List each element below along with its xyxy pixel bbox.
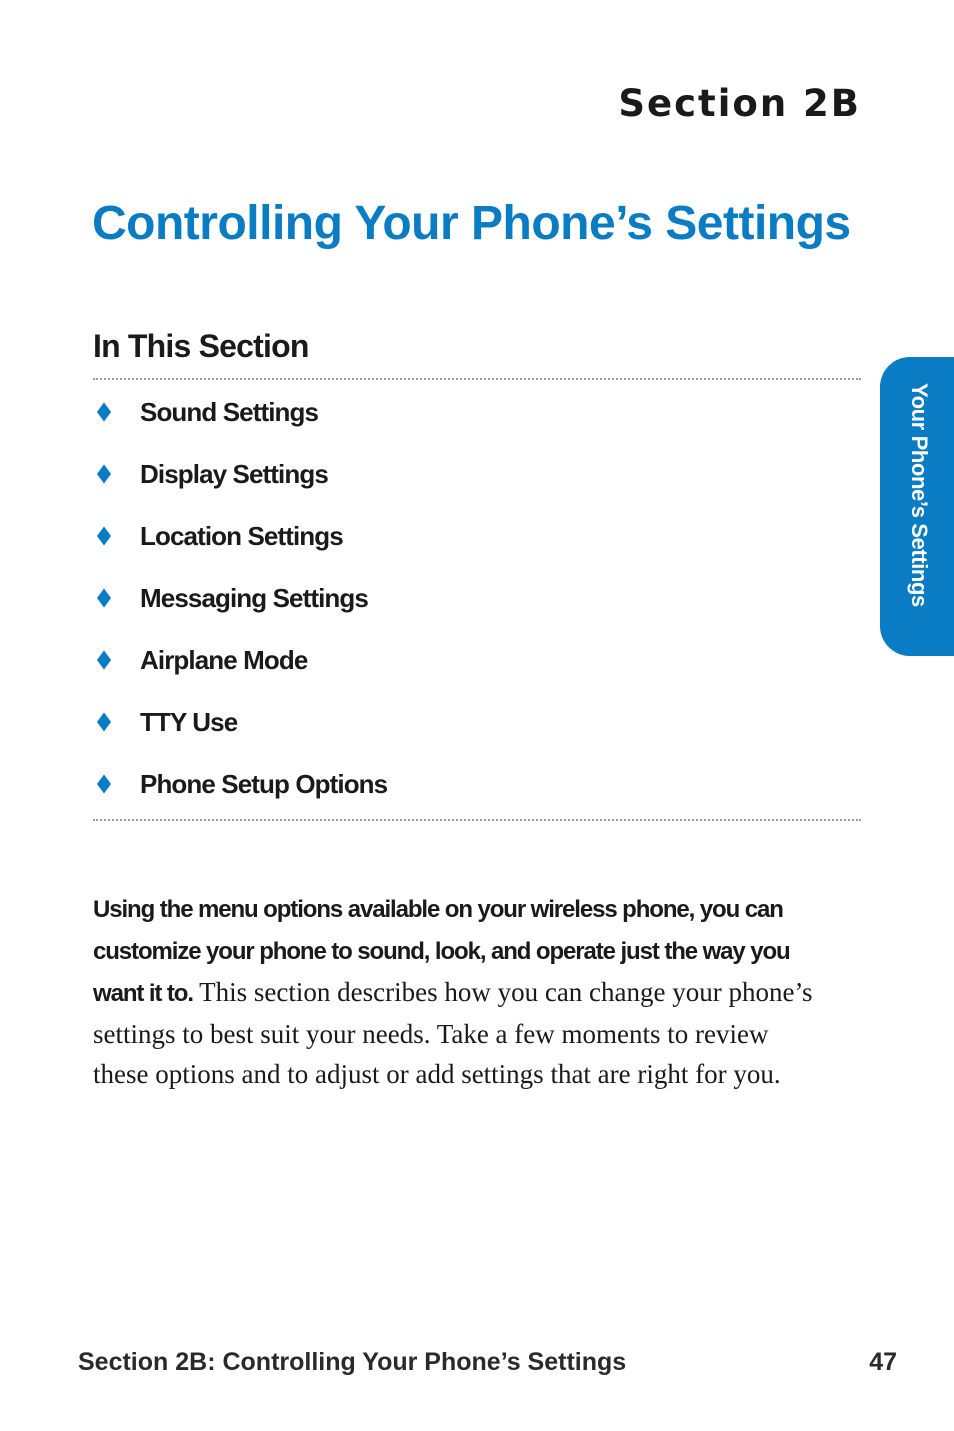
dotted-divider-top [93,378,861,380]
diamond-bullet-icon [99,653,109,667]
diamond-bullet-icon [99,591,109,605]
list-item [93,579,387,641]
list-item [93,703,387,765]
section-topic-list [93,393,387,827]
diamond-bullet-icon [99,467,109,481]
list-item [93,765,387,827]
topic-label: Airplane Mode [140,645,308,675]
intro-paragraph [93,888,813,1094]
list-item [93,641,387,703]
list-item [93,393,387,455]
topic-label: Phone Setup Options [140,769,388,799]
section-label: Section 2B [618,82,861,125]
topic-label: Messaging Settings [140,583,368,613]
diamond-bullet-icon [99,777,109,791]
chapter-side-tab [880,357,954,656]
diamond-bullet-icon [99,529,109,543]
intro-lead-text: Using the menu options available on your wireless phone, you can customize your phone to sound, look, and operate just the way you want it to. [93,896,790,1007]
list-item [93,517,387,579]
diamond-bullet-icon [99,715,109,729]
topic-label: Display Settings [140,459,328,489]
dotted-divider-bottom [93,819,861,821]
page-number: 47 [869,1348,897,1376]
intro-body-text: This section describes how you can change your phone’s settings to best suit your needs. Take a few moments to review these options and to adjust or add settings that are right for you. [93,977,813,1089]
diamond-bullet-icon [99,405,109,419]
topic-label: Sound Settings [140,397,319,427]
side-tab-label: Your Phone’s Settings [907,383,932,607]
list-item [93,455,387,517]
footer-section-title: Section 2B: Controlling Your Phone’s Settings [78,1348,627,1376]
page-title: Controlling Your Phone’s Settings [92,197,851,250]
in-this-section-heading: In This Section [93,328,309,364]
topic-label: Location Settings [140,521,343,551]
topic-label: TTY Use [140,707,238,737]
